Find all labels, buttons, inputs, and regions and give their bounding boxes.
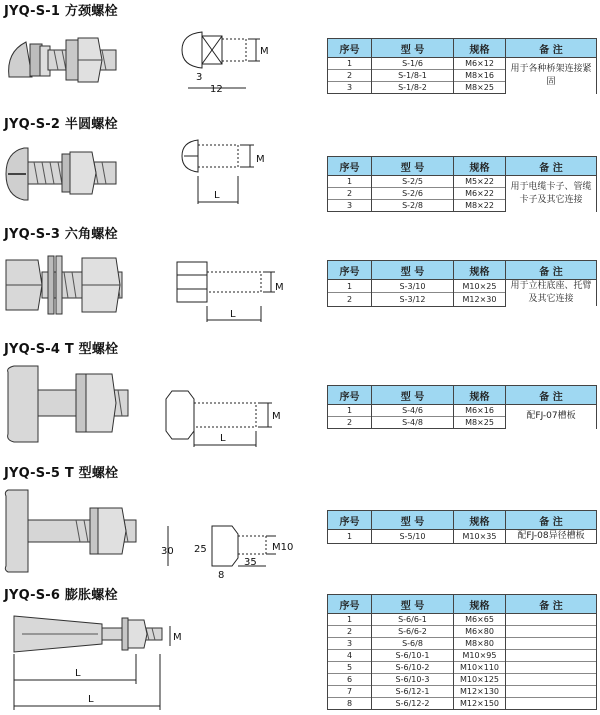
cell-model: S-6/10-3 <box>372 674 454 686</box>
expansion-bolt-drawing <box>10 612 190 712</box>
t-bolt-2-photo <box>4 486 144 576</box>
cell-spec: M6×12 <box>454 58 506 70</box>
header-model: 型 号 <box>372 261 454 280</box>
dim-label-l: L <box>220 433 226 444</box>
dim-label-m: M <box>275 282 284 293</box>
spec-table-s6 <box>327 594 597 710</box>
dim-label-m: M <box>173 632 182 643</box>
t-bolt-photo <box>4 360 139 450</box>
header-note: 备 注 <box>506 511 597 530</box>
header-spec: 规格 <box>454 157 506 176</box>
spec-table-s5 <box>327 510 597 544</box>
section-title-s3: JYQ-S-3 六角螺栓 <box>4 227 118 242</box>
header-note: 备 注 <box>506 595 597 614</box>
table-row <box>328 626 597 638</box>
cell-note <box>506 638 597 650</box>
dim-label-l: L <box>214 190 220 201</box>
square-neck-bolt-drawing <box>180 26 270 96</box>
cell-seq: 2 <box>328 70 372 82</box>
dim-label-3: 3 <box>196 72 203 83</box>
table-row <box>328 650 597 662</box>
cell-seq: 1 <box>328 176 372 188</box>
cell-model: S-2/8 <box>372 200 454 212</box>
cell-seq: 3 <box>328 200 372 212</box>
cell-model: S-1/8-2 <box>372 82 454 94</box>
header-seq: 序号 <box>328 39 372 58</box>
cell-note <box>506 614 597 626</box>
header-seq: 序号 <box>328 157 372 176</box>
table-row <box>328 686 597 698</box>
section-title-s1: JYQ-S-1 方颈螺栓 <box>4 4 118 19</box>
cell-model: S-1/6 <box>372 58 454 70</box>
cell-seq: 3 <box>328 82 372 94</box>
dim-label-m: M <box>260 46 269 57</box>
cell-model: S-2/5 <box>372 176 454 188</box>
section-title-s4: JYQ-S-4 T 型螺栓 <box>4 342 119 357</box>
cell-seq: 1 <box>328 614 372 626</box>
cell-seq: 2 <box>328 626 372 638</box>
table-row <box>328 405 597 417</box>
cell-note <box>506 662 597 674</box>
header-model: 型 号 <box>372 595 454 614</box>
header-note: 备 注 <box>506 157 597 176</box>
table-row <box>328 280 597 293</box>
dim-label-l: L <box>88 694 94 705</box>
spec-table-s3 <box>327 260 597 307</box>
header-spec: 规格 <box>454 595 506 614</box>
dim-label-m: M <box>272 411 281 422</box>
table-row <box>328 614 597 626</box>
header-seq: 序号 <box>328 386 372 405</box>
table-row <box>328 662 597 674</box>
cell-model: S-6/6-1 <box>372 614 454 626</box>
cell-seq: 1 <box>328 58 372 70</box>
cell-note <box>506 626 597 638</box>
cell-seq: 2 <box>328 417 372 429</box>
cell-note <box>506 674 597 686</box>
cell-note <box>506 686 597 698</box>
cell-seq: 4 <box>328 650 372 662</box>
table-row <box>328 638 597 650</box>
t-bolt-2-drawing <box>160 520 310 580</box>
cell-spec: M6×22 <box>454 188 506 200</box>
cell-model: S-6/6-2 <box>372 626 454 638</box>
header-model: 型 号 <box>372 386 454 405</box>
hex-bolt-photo <box>4 250 134 320</box>
header-note: 备 注 <box>506 39 597 58</box>
cell-model: S-4/6 <box>372 405 454 417</box>
cell-spec: M8×25 <box>454 82 506 94</box>
square-neck-bolt-photo <box>4 22 134 97</box>
header-seq: 序号 <box>328 595 372 614</box>
dim-label-m: M <box>256 154 265 165</box>
cell-model: S-6/12-1 <box>372 686 454 698</box>
dim-label-l: L <box>230 309 236 320</box>
header-seq: 序号 <box>328 511 372 530</box>
header-seq: 序号 <box>328 261 372 280</box>
round-head-bolt-photo <box>4 142 134 206</box>
section-title-s6: JYQ-S-6 膨胀螺栓 <box>4 588 118 603</box>
header-note: 备 注 <box>506 386 597 405</box>
dim-label-l: L <box>75 668 81 679</box>
cell-model: S-6/10-1 <box>372 650 454 662</box>
dim-label-m10: M10 <box>272 542 294 553</box>
cell-seq: 1 <box>328 530 372 544</box>
cell-spec: M8×25 <box>454 417 506 429</box>
round-head-bolt-drawing <box>180 136 270 206</box>
cell-spec: M12×130 <box>454 686 506 698</box>
cell-model: S-1/8-1 <box>372 70 454 82</box>
cell-seq: 2 <box>328 188 372 200</box>
cell-model: S-5/10 <box>372 530 454 544</box>
cell-note: 配FJ-07槽板 <box>506 405 597 429</box>
cell-note: 用于电缆卡子、管缆卡子及其它连接 <box>506 176 597 212</box>
cell-model: S-2/6 <box>372 188 454 200</box>
hex-bolt-drawing <box>175 260 295 325</box>
cell-seq: 5 <box>328 662 372 674</box>
cell-spec: M10×35 <box>454 530 506 544</box>
cell-model: S-3/10 <box>372 280 454 293</box>
header-spec: 规格 <box>454 511 506 530</box>
header-model: 型 号 <box>372 39 454 58</box>
cell-seq: 2 <box>328 293 372 306</box>
cell-model: S-3/12 <box>372 293 454 306</box>
cell-spec: M6×65 <box>454 614 506 626</box>
section-title-s2: JYQ-S-2 半圆螺栓 <box>4 117 118 132</box>
table-row <box>328 674 597 686</box>
cell-model: S-6/10-2 <box>372 662 454 674</box>
spec-table-s4 <box>327 385 597 429</box>
header-spec: 规格 <box>454 261 506 280</box>
cell-spec: M10×95 <box>454 650 506 662</box>
cell-spec: M12×30 <box>454 293 506 306</box>
cell-seq: 1 <box>328 280 372 293</box>
cell-seq: 1 <box>328 405 372 417</box>
table-row <box>328 530 597 544</box>
dim-label-8: 8 <box>218 570 225 580</box>
dim-label-25: 25 <box>194 544 207 555</box>
t-bolt-drawing <box>160 385 290 450</box>
table-row <box>328 176 597 188</box>
cell-note <box>506 698 597 710</box>
cell-spec: M6×16 <box>454 405 506 417</box>
cell-spec: M10×110 <box>454 662 506 674</box>
cell-spec: M10×125 <box>454 674 506 686</box>
section-title-s5: JYQ-S-5 T 型螺栓 <box>4 466 119 481</box>
spec-table-s1 <box>327 38 597 94</box>
cell-spec: M8×22 <box>454 200 506 212</box>
dim-label-12: 12 <box>210 84 223 95</box>
spec-table-s2 <box>327 156 597 212</box>
cell-note: 用于各种桥架连接紧固 <box>506 58 597 94</box>
header-spec: 规格 <box>454 39 506 58</box>
table-row <box>328 58 597 70</box>
cell-seq: 7 <box>328 686 372 698</box>
cell-spec: M12×150 <box>454 698 506 710</box>
cell-seq: 8 <box>328 698 372 710</box>
cell-spec: M8×80 <box>454 638 506 650</box>
cell-seq: 3 <box>328 638 372 650</box>
cell-spec: M10×25 <box>454 280 506 293</box>
cell-spec: M6×80 <box>454 626 506 638</box>
table-row <box>328 698 597 710</box>
header-note: 备 注 <box>506 261 597 280</box>
cell-spec: M5×22 <box>454 176 506 188</box>
header-model: 型 号 <box>372 157 454 176</box>
cell-note: 配FJ-08异径槽板 <box>506 530 597 544</box>
header-model: 型 号 <box>372 511 454 530</box>
dim-label-35: 35 <box>244 557 257 568</box>
cell-model: S-6/8 <box>372 638 454 650</box>
header-spec: 规格 <box>454 386 506 405</box>
dim-label-30: 30 <box>161 546 174 557</box>
cell-note <box>506 650 597 662</box>
cell-spec: M8×16 <box>454 70 506 82</box>
cell-model: S-6/12-2 <box>372 698 454 710</box>
cell-model: S-4/8 <box>372 417 454 429</box>
cell-seq: 6 <box>328 674 372 686</box>
cell-note: 用于立柱底座、托臂及其它连接 <box>506 280 597 307</box>
